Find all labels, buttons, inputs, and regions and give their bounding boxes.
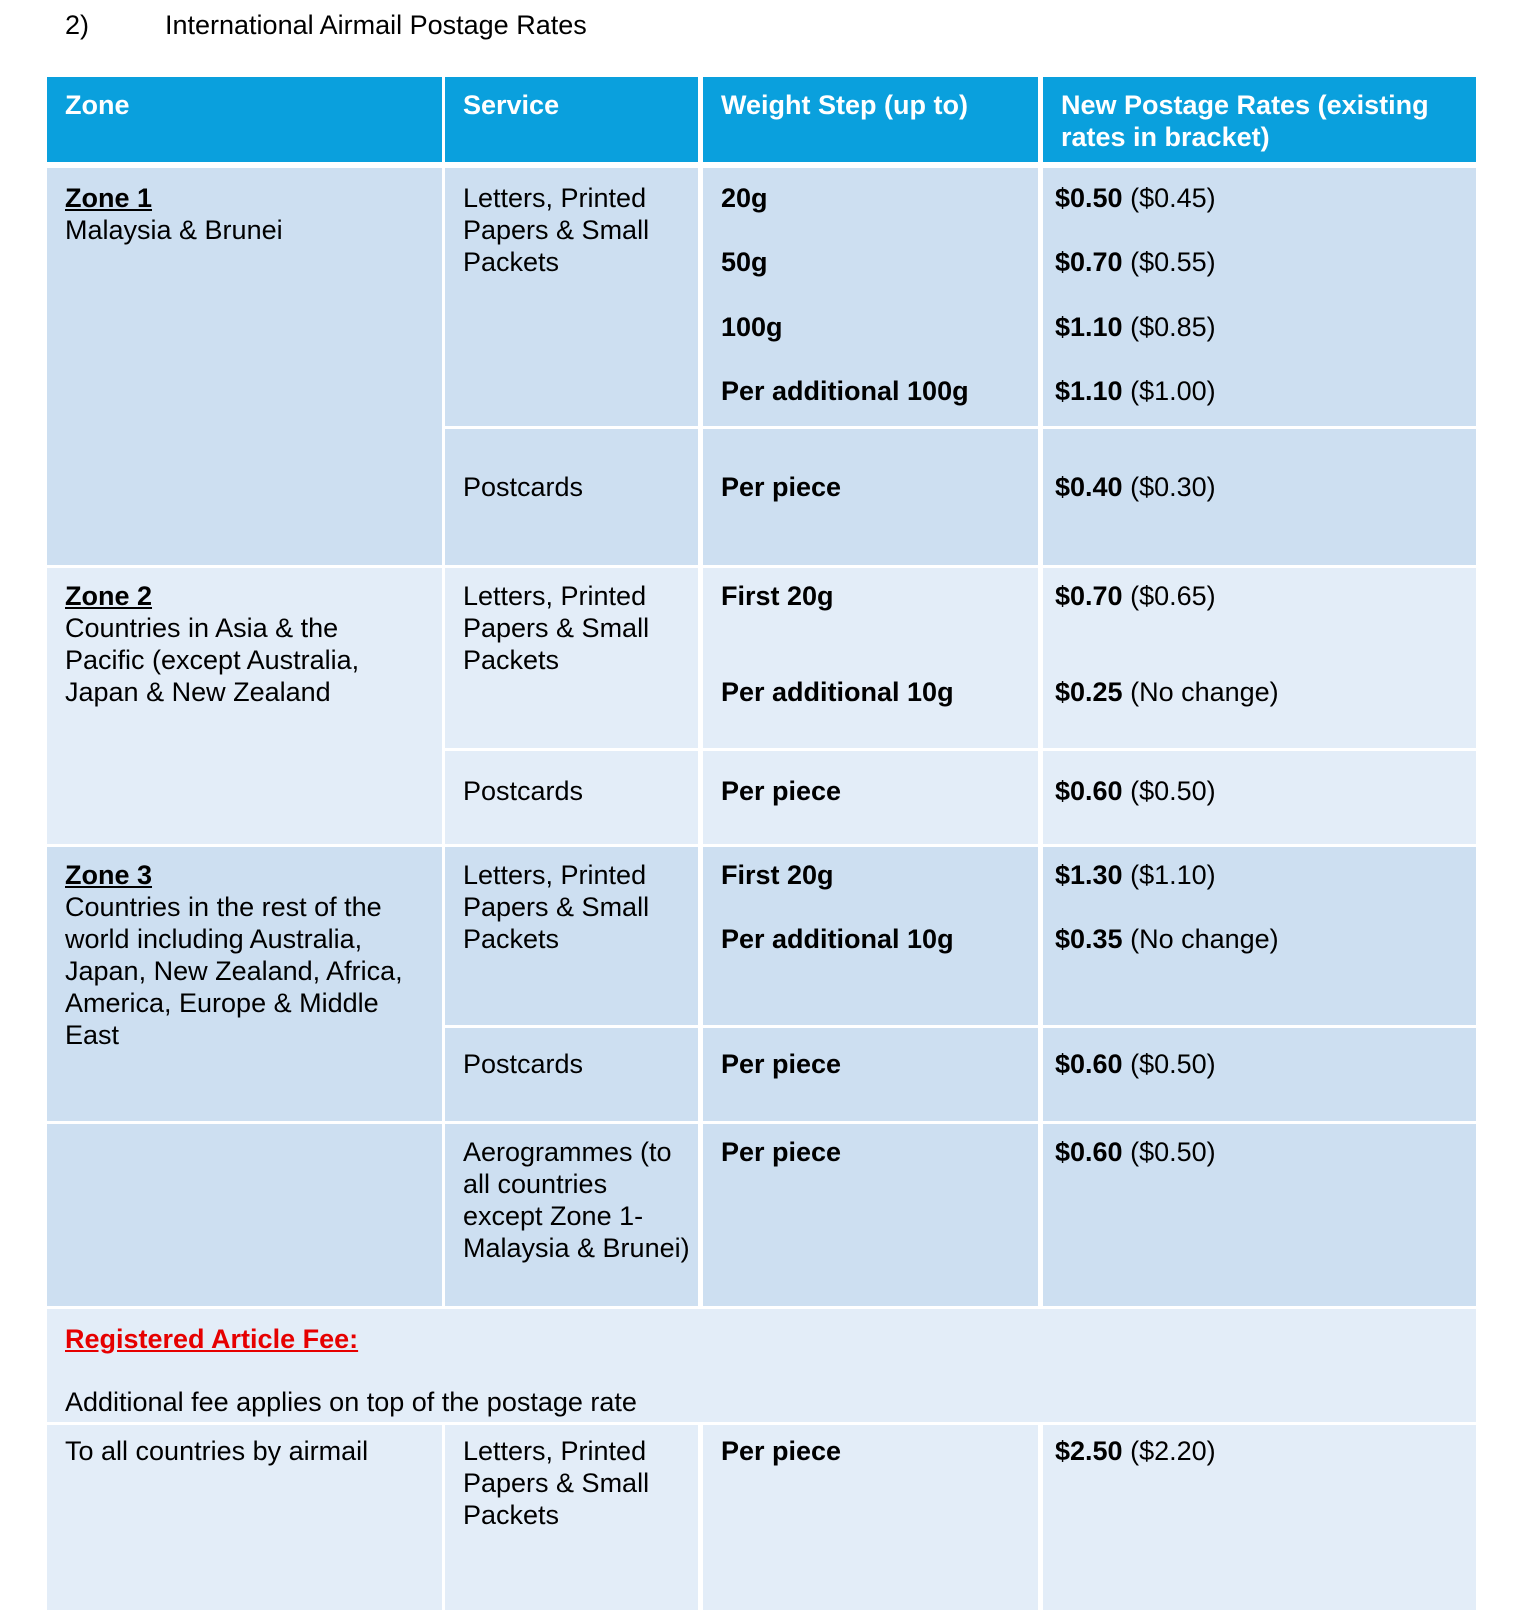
registered-fee-note: Additional fee applies on top of the postage rate (65, 1387, 637, 1417)
zone3-postcards-new: $0.60 (1055, 1049, 1123, 1079)
aerogrammes-rate-text (1055, 1136, 1216, 1168)
section-title: International Airmail Postage Rates (165, 10, 587, 40)
zone1-postcards-step-label: Per piece (721, 472, 842, 502)
zone2-zone-cell (47, 568, 442, 844)
zone2-rate-1-new: $0.70 (1055, 581, 1123, 611)
zone1-postcards-new: $0.40 (1055, 472, 1123, 502)
registered-new: $2.50 (1055, 1436, 1123, 1466)
zone2-postcards-rate-text (1055, 775, 1216, 807)
zone1-letters-steps (703, 168, 1038, 426)
registered-rate-text (1055, 1435, 1216, 1467)
registered-zone-label: To all countries by airmail (65, 1436, 369, 1466)
zone3-rate-1 (1055, 859, 1216, 891)
zone2-postcards-service (445, 751, 698, 844)
registered-zone-cell (47, 1425, 442, 1610)
zone1-step-4: Per additional 100g (721, 376, 969, 406)
registered-old: ($2.20) (1130, 1436, 1216, 1466)
zone1-step-3: 100g (721, 312, 783, 342)
zone2-rate-1-old: ($0.65) (1130, 581, 1216, 611)
zone1-rate-2-new: $0.70 (1055, 247, 1123, 277)
header-service (445, 77, 698, 162)
zone2-postcards-step (703, 751, 1038, 844)
zone3-letters-rates (1043, 847, 1476, 1025)
registered-rate (1043, 1425, 1476, 1610)
zone3-rate-2-old: (No change) (1130, 924, 1279, 954)
aerogrammes-old: ($0.50) (1130, 1137, 1216, 1167)
zone1-rate-3-new: $1.10 (1055, 312, 1123, 342)
aerogrammes-label: Aerogrammes (to all countries except Zone 1- Malaysia & Brunei) (463, 1137, 690, 1263)
registered-step-label: Per piece (721, 1436, 842, 1466)
zone2-postcards-rate (1043, 751, 1476, 844)
registered-service (445, 1425, 698, 1610)
header-new-rates (1043, 77, 1476, 162)
zone3-postcards-old: ($0.50) (1130, 1049, 1216, 1079)
zone2-letters-label: Letters, Printed Papers & Small Packets (463, 581, 650, 675)
zone2-postcards-new: $0.60 (1055, 776, 1123, 806)
zone3-step-1: First 20g (721, 860, 834, 890)
registered-service-label: Letters, Printed Papers & Small Packets (463, 1436, 650, 1530)
registered-step (703, 1425, 1038, 1610)
zone2-postcards-old: ($0.50) (1130, 776, 1216, 806)
zone2-letters-steps (703, 568, 1038, 748)
header-weight-step-label: Weight Step (up to) (721, 90, 968, 120)
zone3-postcards-rate (1043, 1028, 1476, 1121)
zone3-rate-1-new: $1.30 (1055, 860, 1123, 890)
aerogrammes-step-label: Per piece (721, 1137, 842, 1167)
registered-fee-title: Registered Article Fee: (65, 1324, 359, 1354)
zone2-letters-rates (1043, 568, 1476, 748)
zone2-rate-2-new: $0.25 (1055, 677, 1123, 707)
zone1-rate-2-old: ($0.55) (1130, 247, 1216, 277)
zone1-step-2: 50g (721, 247, 768, 277)
zone2-rate-1 (1055, 580, 1216, 612)
zone1-rate-2 (1055, 246, 1216, 278)
zone2-description: Countries in Asia & the Pacific (except Australia, Japan & New Zealand (65, 613, 360, 707)
aerogrammes-rate (1043, 1124, 1476, 1306)
zone2-name: Zone 2 (65, 581, 153, 611)
zone1-zone-cell (47, 168, 442, 565)
zone1-rate-3 (1055, 311, 1216, 343)
zone1-rate-1 (1055, 182, 1216, 214)
zone1-letters-label: Letters, Printed Papers & Small Packets (463, 183, 650, 277)
zone3-letters-steps (703, 847, 1038, 1025)
zone1-postcards-old: ($0.30) (1130, 472, 1216, 502)
zone3-postcards-label: Postcards (463, 1049, 584, 1079)
zone1-step-1: 20g (721, 183, 768, 213)
zone3-rate-2 (1055, 923, 1279, 955)
zone1-rate-4 (1055, 375, 1216, 407)
zone1-letters-service (445, 168, 698, 426)
zone1-postcards-label: Postcards (463, 472, 584, 502)
zone2-postcards-step-label: Per piece (721, 776, 842, 806)
header-zone (47, 77, 442, 162)
zone1-rate-1-old: ($0.45) (1130, 183, 1216, 213)
zone3-rate-1-old: ($1.10) (1130, 860, 1216, 890)
section-heading (0, 8, 1515, 48)
zone2-postcards-label: Postcards (463, 776, 584, 806)
zone3-step-2: Per additional 10g (721, 924, 954, 954)
zone3-postcards-step (703, 1028, 1038, 1121)
zone3-description: Countries in the rest of the world including Australia, Japan, New Zealand, Africa, America, Europe & Middle East (65, 892, 403, 1050)
zone3-zone-cell (47, 847, 442, 1121)
zone1-postcards-rate (1043, 429, 1476, 565)
zone1-postcards-step (703, 429, 1038, 565)
section-number: 2) (65, 10, 90, 40)
zone3-letters-label: Letters, Printed Papers & Small Packets (463, 860, 650, 954)
zone1-rate-1-new: $0.50 (1055, 183, 1123, 213)
zone1-letters-rates (1043, 168, 1476, 426)
aerogrammes-step (703, 1124, 1038, 1306)
zone3-letters-service (445, 847, 698, 1025)
aerogrammes-zone-cell (47, 1124, 442, 1306)
zone1-description: Malaysia & Brunei (65, 215, 283, 245)
zone3-postcards-service (445, 1028, 698, 1121)
zone1-rate-3-old: ($0.85) (1130, 312, 1216, 342)
zone2-step-2: Per additional 10g (721, 677, 954, 707)
header-service-label: Service (463, 90, 560, 120)
zone1-postcards-service (445, 429, 698, 565)
zone3-name: Zone 3 (65, 860, 153, 890)
zone2-rate-2 (1055, 676, 1279, 708)
registered-fee-banner (47, 1309, 1476, 1422)
aerogrammes-new: $0.60 (1055, 1137, 1123, 1167)
zone1-rate-4-old: ($1.00) (1130, 376, 1216, 406)
header-weight-step (703, 77, 1038, 162)
zone2-rate-2-old: (No change) (1130, 677, 1279, 707)
zone2-step-1: First 20g (721, 581, 834, 611)
zone3-postcards-rate-text (1055, 1048, 1216, 1080)
zone1-rate-4-new: $1.10 (1055, 376, 1123, 406)
zone1-postcards-rate-text (1055, 471, 1216, 503)
zone1-name: Zone 1 (65, 183, 153, 213)
zone3-rate-2-new: $0.35 (1055, 924, 1123, 954)
aerogrammes-service (445, 1124, 698, 1306)
header-new-rates-label: New Postage Rates (existing rates in bracket) (1061, 90, 1429, 152)
zone3-postcards-step-label: Per piece (721, 1049, 842, 1079)
header-zone-label: Zone (65, 90, 130, 120)
zone2-letters-service (445, 568, 698, 748)
